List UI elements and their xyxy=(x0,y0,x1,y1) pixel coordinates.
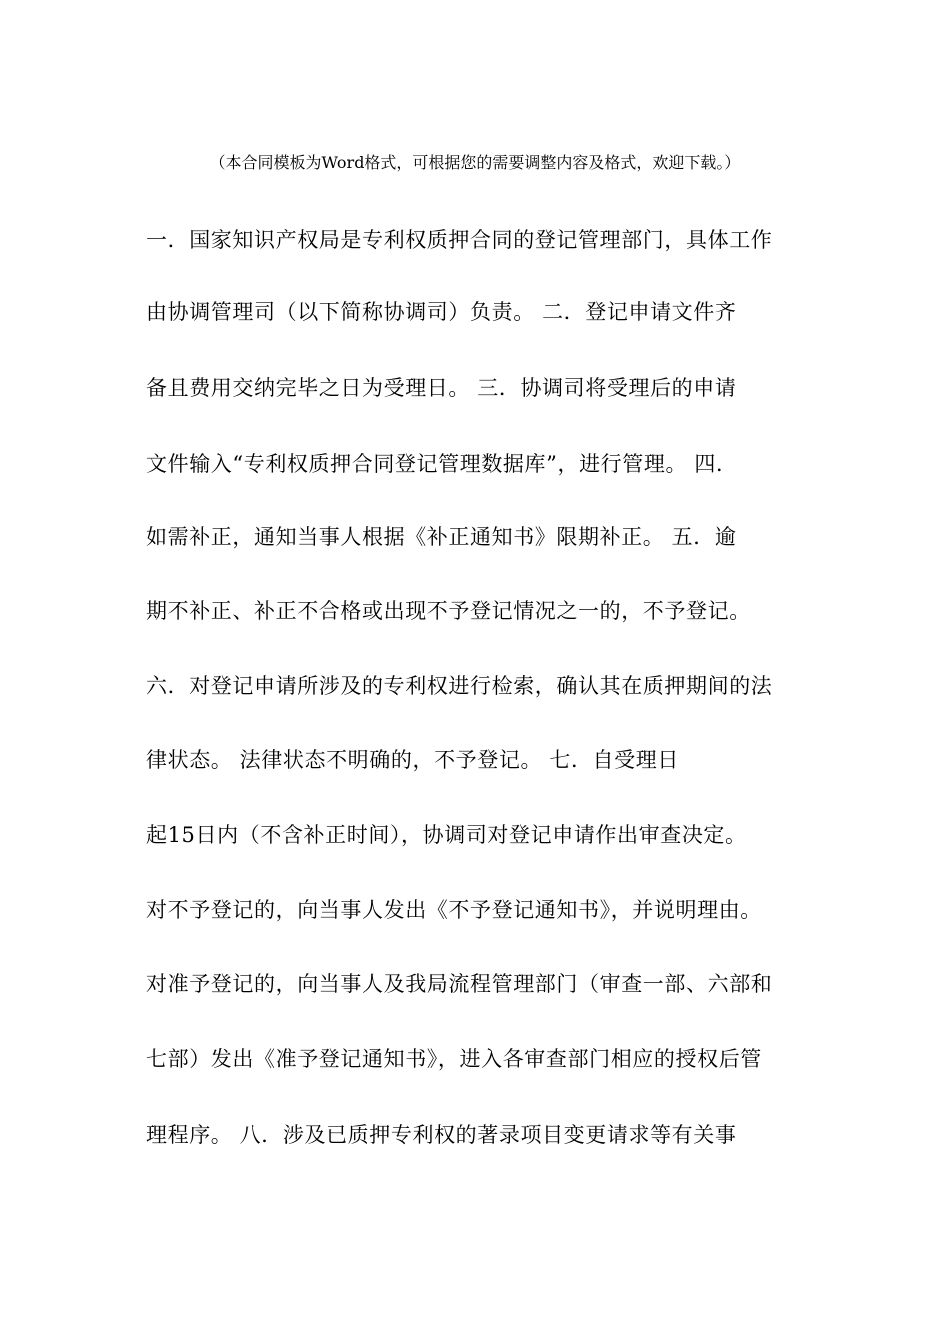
body-line-10: 对不予登记的，向当事人发出《不予登记通知书》，并说明理由。 xyxy=(146,898,762,922)
template-note: （本合同模板为Word格式，可根据您的需要调整内容及格式，欢迎下载。） xyxy=(209,153,741,172)
body-line-9: 起15日内（不含补正时间），协调司对登记申请作出审查决定。 xyxy=(146,823,747,847)
body-line-4: 文件输入“专利权质押合同登记管理数据库”，进行管理。 四． xyxy=(146,452,738,476)
body-line-7: 六．对登记申请所涉及的专利权进行检索，确认其在质押期间的法 xyxy=(146,674,773,698)
body-line-6: 期不补正、补正不合格或出现不予登记情况之一的，不予登记。 xyxy=(146,599,751,623)
body-line-8: 律状态。 法律状态不明确的，不予登记。 七．自受理日 xyxy=(146,748,679,772)
body-line-12: 七部）发出《准予登记通知书》，进入各审查部门相应的授权后管 xyxy=(146,1047,762,1071)
body-line-3: 备且费用交纳完毕之日为受理日。 三．协调司将受理后的申请 xyxy=(146,376,737,400)
body-line-13: 理程序。 八．涉及已质押专利权的著录项目变更请求等有关事 xyxy=(146,1123,737,1147)
body-line-11: 对准予登记的，向当事人及我局流程管理部门（审查一部、六部和 xyxy=(146,972,773,996)
body-line-2: 由协调管理司（以下简称协调司）负责。 二．登记申请文件齐 xyxy=(146,300,737,324)
body-line-5: 如需补正，通知当事人根据《补正通知书》限期补正。 五．逾 xyxy=(146,525,737,549)
body-line-1: 一．国家知识产权局是专利权质押合同的登记管理部门，具体工作 xyxy=(146,228,773,252)
